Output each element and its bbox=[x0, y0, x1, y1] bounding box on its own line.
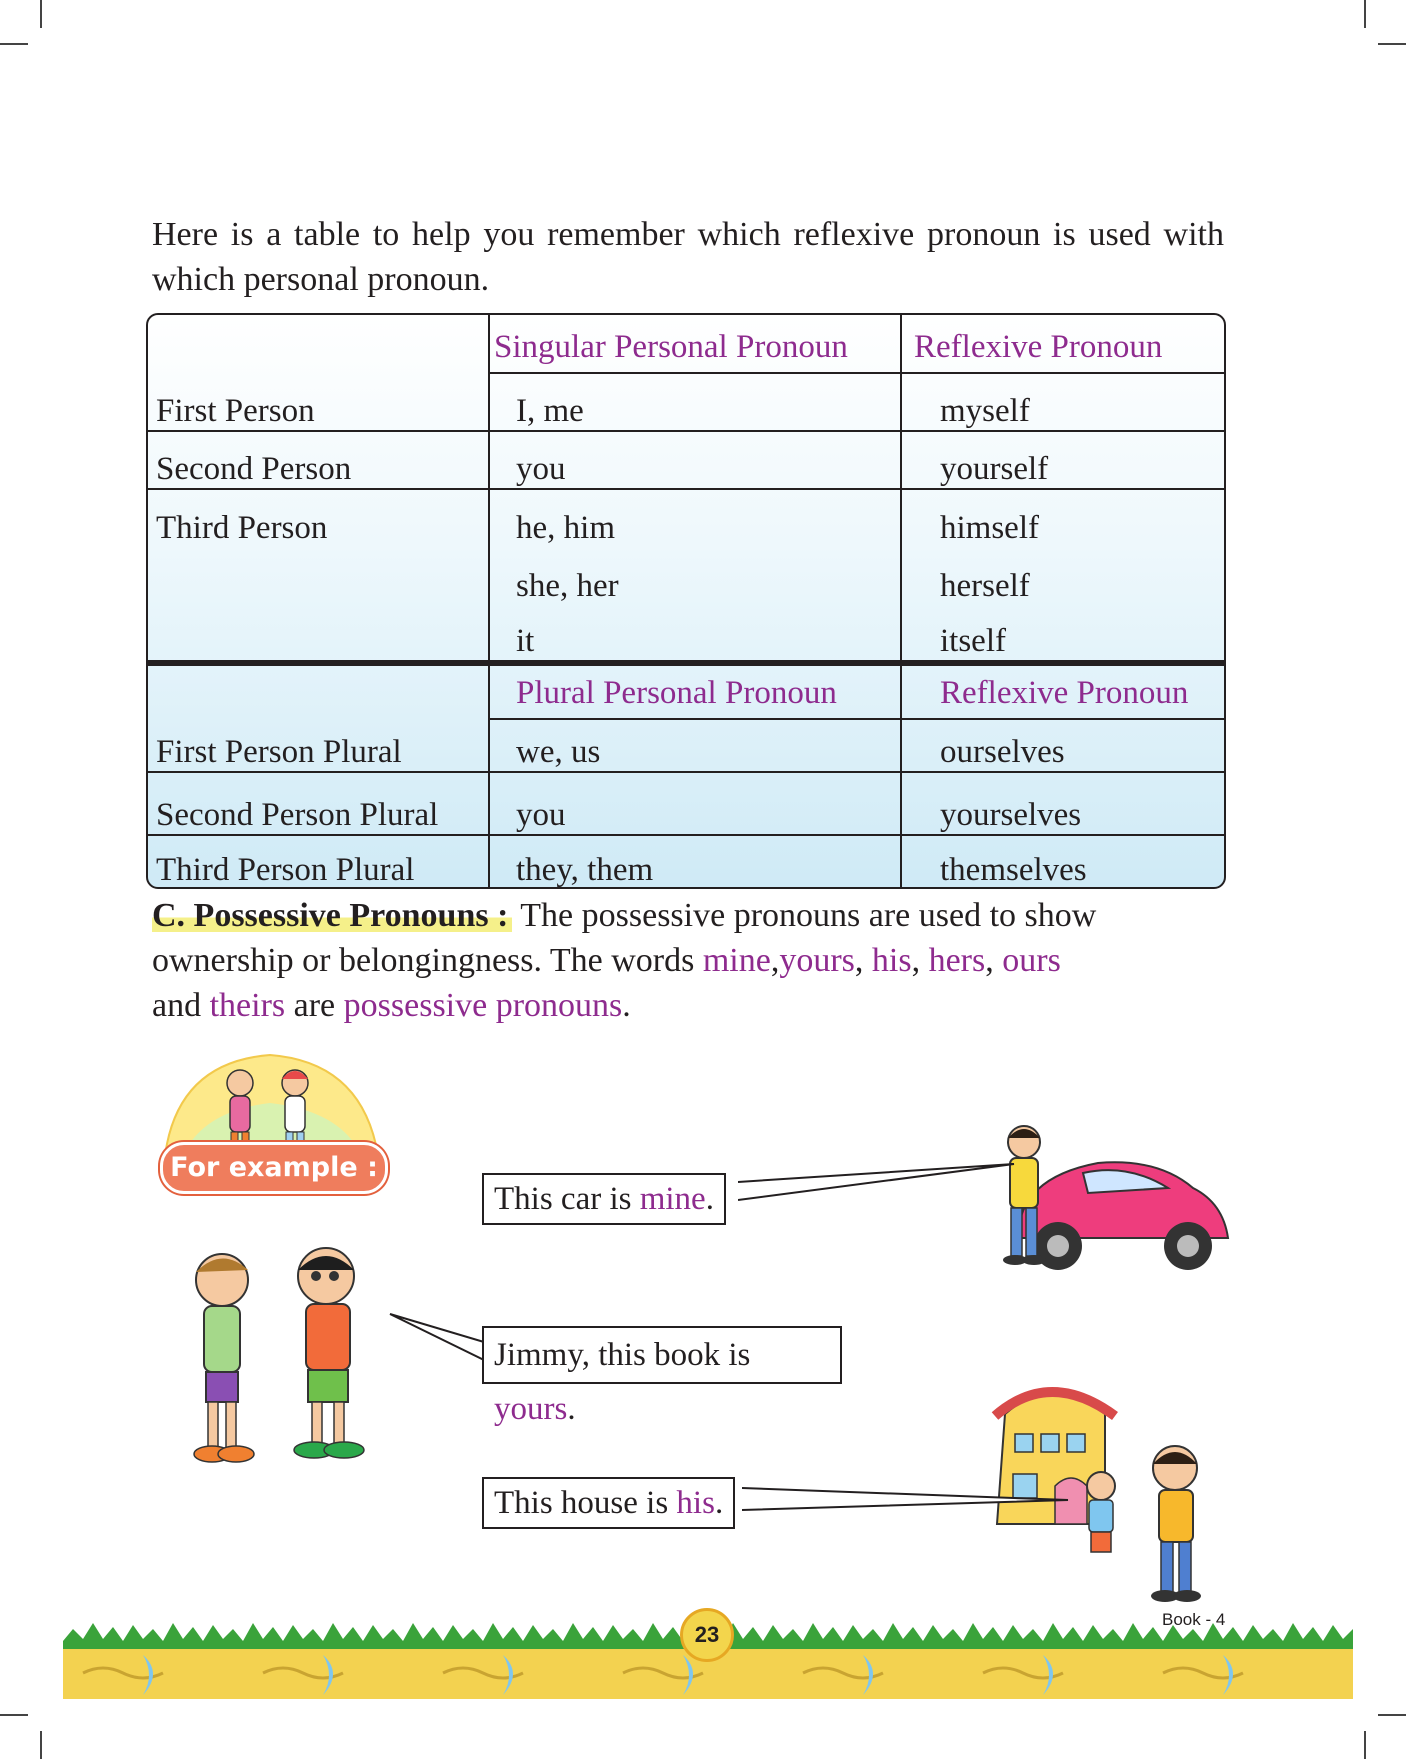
section-heading: C. Possessive Pronouns : bbox=[152, 897, 512, 934]
row-reflexive: himself bbox=[901, 489, 1224, 547]
example-bubble-car: This car is mine. bbox=[482, 1173, 726, 1225]
row-reflexive: yourself bbox=[901, 431, 1224, 489]
crop-mark bbox=[1378, 43, 1406, 45]
keyword: ours bbox=[1002, 942, 1061, 979]
header-plural-personal: Plural Personal Pronoun bbox=[489, 663, 901, 719]
example-bubble-house: This house is his. bbox=[482, 1477, 735, 1529]
row-pronoun: you bbox=[489, 431, 901, 489]
row-pronoun: you bbox=[489, 772, 901, 835]
intro-paragraph: Here is a table to help you remember which reflexive pronoun is used with which personal pronoun. bbox=[152, 216, 1224, 298]
row-person: Second Person Plural bbox=[148, 772, 489, 835]
keyword: theirs bbox=[209, 987, 286, 1024]
keyword: mine bbox=[702, 942, 771, 979]
page-number: 23 bbox=[680, 1608, 734, 1662]
row-reflexive: myself bbox=[901, 373, 1224, 431]
speech-pointer bbox=[388, 1310, 488, 1370]
header-reflexive: Reflexive Pronoun bbox=[901, 315, 1224, 373]
keyword: possessive pronouns bbox=[343, 987, 623, 1024]
possessive-paragraph: C. Possessive Pronouns : The possessive pronouns are used to show ownership or belongingness. The words mine,yours, his, hers, ours and theirs are possessive pronouns. bbox=[152, 897, 1097, 1024]
header-singular-personal: Singular Personal Pronoun bbox=[489, 315, 901, 373]
speech-pointer bbox=[738, 1160, 1018, 1210]
keyword: mine bbox=[639, 1181, 706, 1217]
book-label: Book - 4 bbox=[1162, 1610, 1226, 1629]
crop-mark bbox=[1364, 1731, 1366, 1759]
crop-mark bbox=[1378, 1714, 1406, 1716]
table-corner bbox=[148, 315, 489, 373]
row-person: Third Person bbox=[156, 510, 328, 546]
car-boy-illustration bbox=[988, 1118, 1238, 1284]
row-reflexive: itself bbox=[901, 605, 1224, 663]
example-label: For example : bbox=[160, 1142, 388, 1194]
row-reflexive: herself bbox=[901, 547, 1224, 605]
row-reflexive: ourselves bbox=[901, 719, 1224, 772]
row-reflexive: yourselves bbox=[901, 772, 1224, 835]
row-pronoun: we, us bbox=[489, 719, 901, 772]
row-person bbox=[148, 547, 489, 605]
row-pronoun: I, me bbox=[489, 373, 901, 431]
crop-mark bbox=[40, 1731, 42, 1759]
row-person: Second Person bbox=[148, 431, 489, 489]
row-pronoun: it bbox=[489, 605, 901, 663]
row-pronoun: she, her bbox=[489, 547, 901, 605]
keyword: his bbox=[871, 942, 912, 979]
row-pronoun: he, him bbox=[489, 489, 901, 547]
pronoun-table bbox=[146, 313, 1226, 889]
keyword: hers bbox=[928, 942, 986, 979]
keyword: yours bbox=[494, 1391, 568, 1427]
crop-mark bbox=[1364, 0, 1366, 28]
header-reflexive-plural: Reflexive Pronoun bbox=[901, 663, 1224, 719]
row-person bbox=[148, 605, 489, 663]
keyword: yours bbox=[779, 942, 855, 979]
crop-mark bbox=[0, 1714, 28, 1716]
keyword: his bbox=[676, 1485, 715, 1521]
crop-mark bbox=[40, 0, 42, 28]
speech-pointer bbox=[742, 1480, 1072, 1520]
crop-mark bbox=[0, 43, 28, 45]
row-pronoun: they, them bbox=[489, 835, 901, 889]
row-reflexive: themselves bbox=[901, 835, 1224, 889]
table-corner bbox=[148, 663, 489, 719]
row-person: Third Person Plural bbox=[156, 852, 415, 888]
two-boys-illustration bbox=[182, 1240, 402, 1480]
row-person: First Person bbox=[148, 373, 489, 431]
example-bubble-book: Jimmy, this book is yours. bbox=[482, 1326, 842, 1384]
row-person: First Person Plural bbox=[148, 719, 489, 772]
